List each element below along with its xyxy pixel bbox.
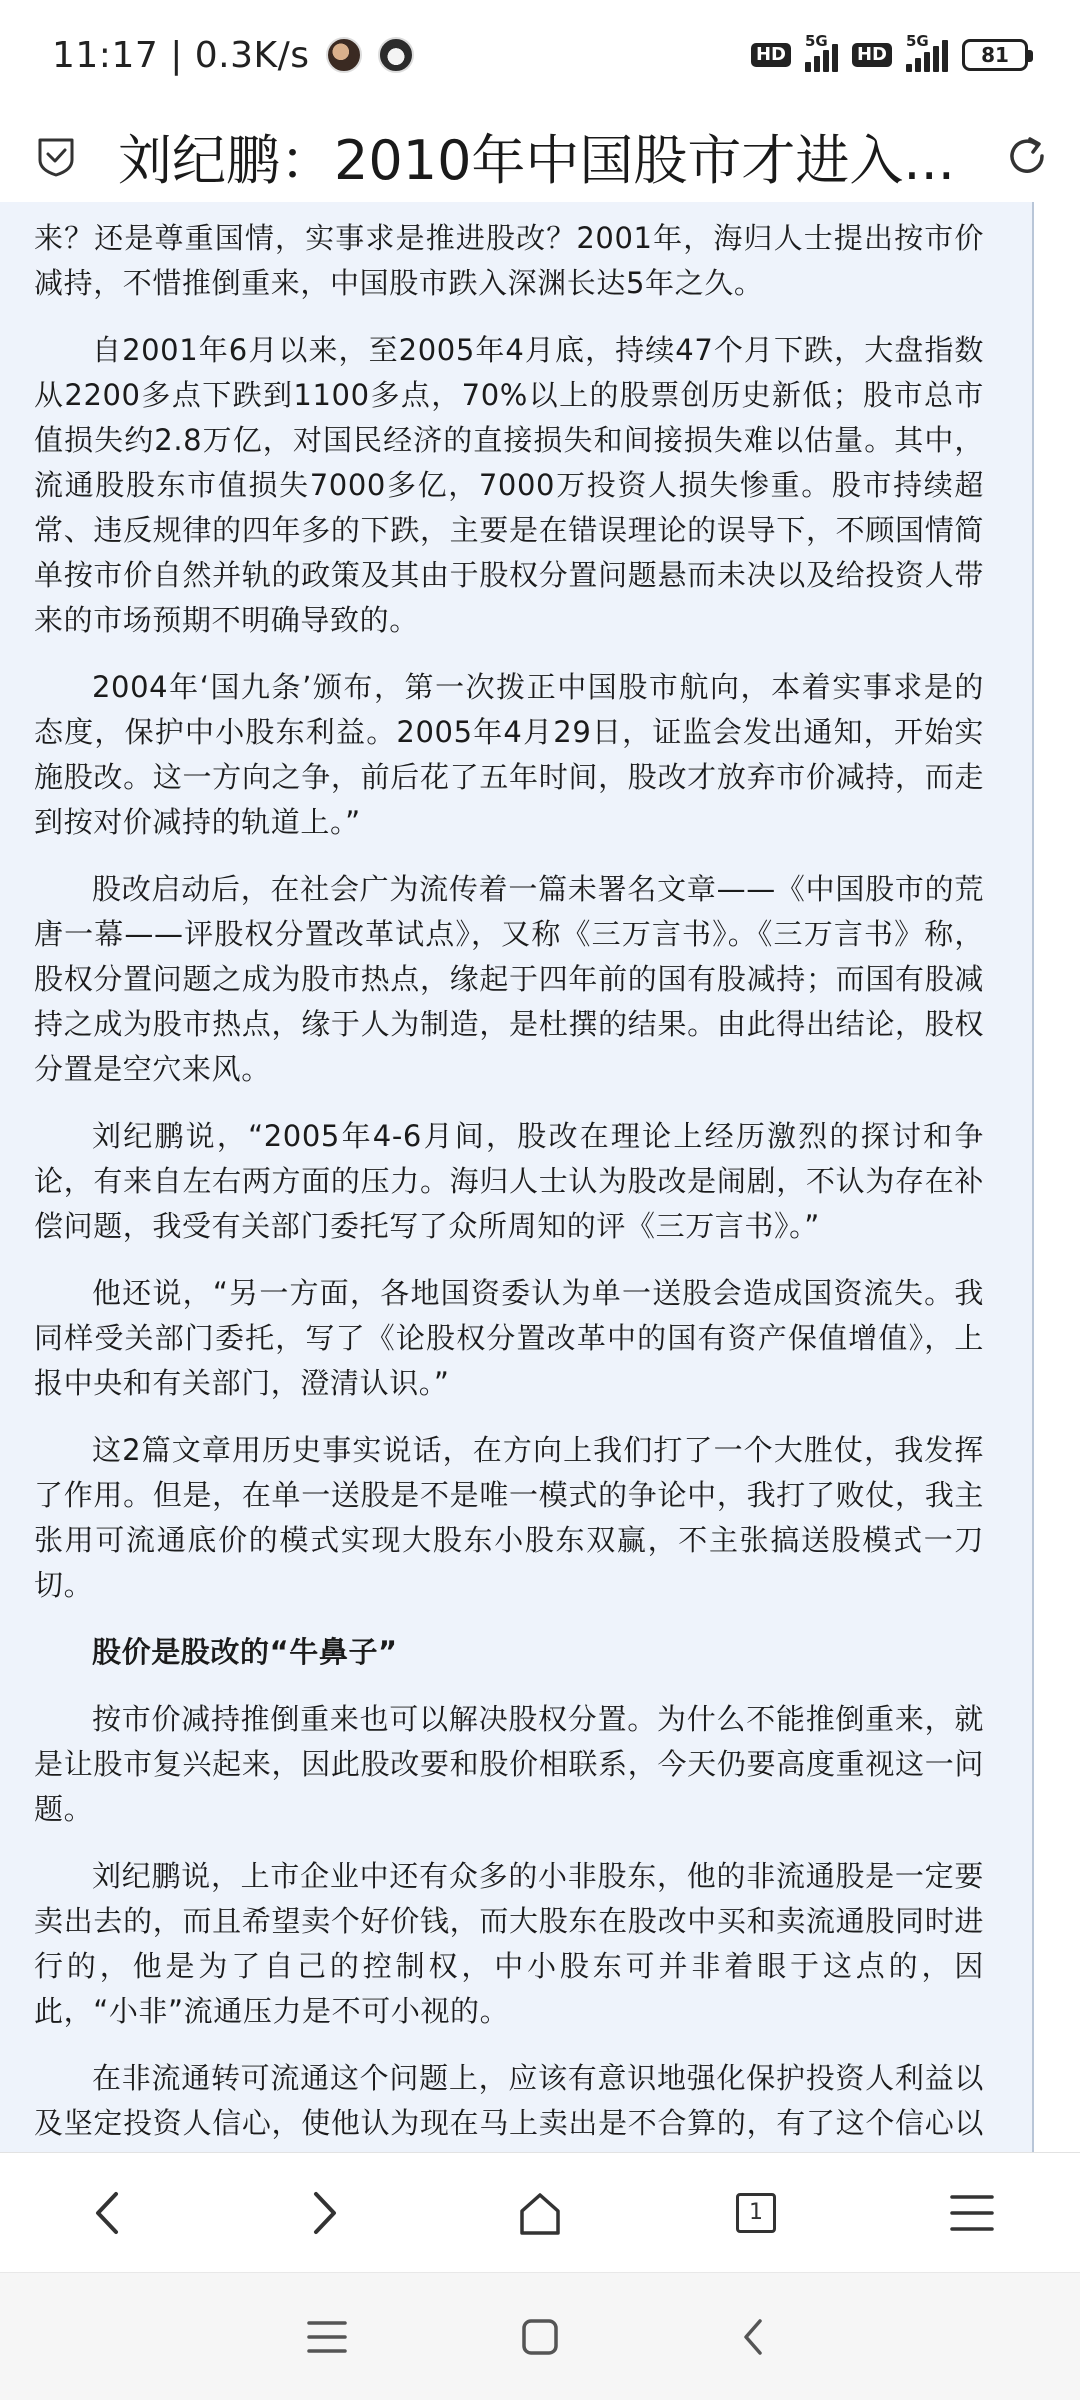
tab-count: 1 [749,2200,763,2225]
status-left [52,35,414,76]
article-paragraph: 刘纪鹏说，“2005年4-6月间，股改在理论上经历激烈的探讨和争论，有来自左右两方面的压力。海归人士认为股改是闹剧，不认为存在补偿问题，我受有关部门委托写了众所周知的评《三万言书》。” [34,1119,984,1243]
article-paragraph: 自2001年6月以来，至2005年4月底，持续47个月下跌，大盘指数从2200多点下跌到1100多点，70%以上的股票创历史新低；股市总市值损失约2.8万亿，对国民经济的直接损失和间接损失难以估量。其中，流通股股东市值损失7000多亿，7000万投资人损失惨重。股市持续超常、违反规律的四年多的下跌，主要是在错误理论的误导下，不顾国情简单按市价自然并轨的政策及其由于股权分置问题悬而未决以及给投资人带来的市场预期不明确导致的。 [34,333,984,637]
back-arrow-icon [738,2315,768,2359]
article-paragraph: 这2篇文章用历史事实说话，在方向上我们打了一个大胜仗，我发挥了作用。但是，在单一送股是不是唯一模式的争论中，我打了败仗，我主张用可流通底价的模式实现大股东小股东双赢，不主张搞送股模式一刀切。 [34,1433,984,1602]
signal-icon [804,32,838,72]
status-right [751,32,1028,72]
tabs-icon [736,2193,776,2233]
forward-button[interactable] [264,2163,384,2263]
system-navigation-bar [0,2272,1080,2400]
back-button[interactable] [48,2163,168,2263]
hd-badge-2: HD [852,43,892,67]
menu-button[interactable] [912,2163,1032,2263]
article-body [0,202,1032,2152]
article-paragraph: 刘纪鹏说，上市企业中还有众多的小非股东，他的非流通股是一定要卖出去的，而且希望卖个好价钱，而大股东在股改中买和卖流通股同时进行的，他是为了自己的控制权，中小股东可并非着眼于这点的，因此，“小非”流通压力是不可小视的。 [34,1859,984,2028]
network-type-label: 5G [804,32,828,50]
tabs-button[interactable] [696,2163,816,2263]
network-type-label-2: 5G [906,32,929,50]
notification-avatar-icon [326,37,362,73]
article-paragraph: 在非流通转可流通这个问题上，应该有意识地强化保护投资人利益以及坚定投资人信心，使他认为现在马上卖出是不合算的，有了这个信心以 [34,2061,984,2140]
status-bar [0,0,1080,110]
notification-app-icon [378,37,414,73]
article-paragraph: 按市价减持推倒重来也可以解决股权分置。为什么不能推倒重来，就是让股市复兴起来，因此股改要和股价相联系，今天仍要高度重视这一问题。 [34,1702,984,1826]
article-paragraph: 他还说，“另一方面，各地国资委认为单一送股会造成国资流失。我同样受关部门委托，写了《论股权分置改革中的国有资产保值增值》，上报中央和有关部门，澄清认识。” [34,1276,984,1400]
recent-apps-button[interactable] [282,2292,372,2382]
square-home-icon [520,2317,560,2357]
page-title[interactable]: 刘纪鹏：2010年中国股市才进入... [118,128,955,192]
refresh-icon[interactable] [1002,131,1052,181]
system-home-button[interactable] [495,2292,585,2382]
signal-icon-2 [906,32,948,72]
menu-icon [948,2191,996,2235]
home-button[interactable] [480,2163,600,2263]
battery-level: 81 [981,43,1009,67]
chevron-right-icon [304,2188,344,2238]
article-paragraph: 股改启动后，在社会广为流传着一篇未署名文章——《中国股市的荒唐一幕——评股权分置改革试点》，又称《三万言书》。《三万言书》称，股权分置问题之成为股市热点，缘起于四年前的国有股减持；而国有股减持之成为股市热点，缘于人为制造，是杜撰的结果。由此得出结论，股权分置是空穴来风。 [34,872,984,1086]
home-icon [516,2189,564,2237]
shield-icon[interactable] [34,134,78,178]
article-paragraph: 2004年‘国九条’颁布，第一次拨正中国股市航向，本着实事求是的态度，保护中小股东利益。2005年4月29日，证监会发出通知，开始实施股改。这一方向之争，前后花了五年时间，股改才放弃市价减持，而走到按对价减持的轨道上。” [34,670,984,839]
system-back-button[interactable] [708,2292,798,2382]
title-bar [0,110,1080,202]
browser-toolbar [0,2152,1080,2272]
article-paragraph: 来？还是尊重国情，实事求是推进股改？2001年，海归人士提出按市价减持，不惜推倒重来，中国股市跌入深渊长达5年之久。 [34,221,984,300]
recents-menu-icon [305,2317,349,2357]
chevron-left-icon [88,2188,128,2238]
battery-icon [962,39,1028,71]
article-section-heading: 股价是股改的“牛鼻子” [92,1635,398,1669]
status-time-speed: 11:17 | 0.3K/s [52,34,310,76]
hd-badge: HD [751,43,791,67]
article-viewport[interactable] [0,202,1034,2152]
